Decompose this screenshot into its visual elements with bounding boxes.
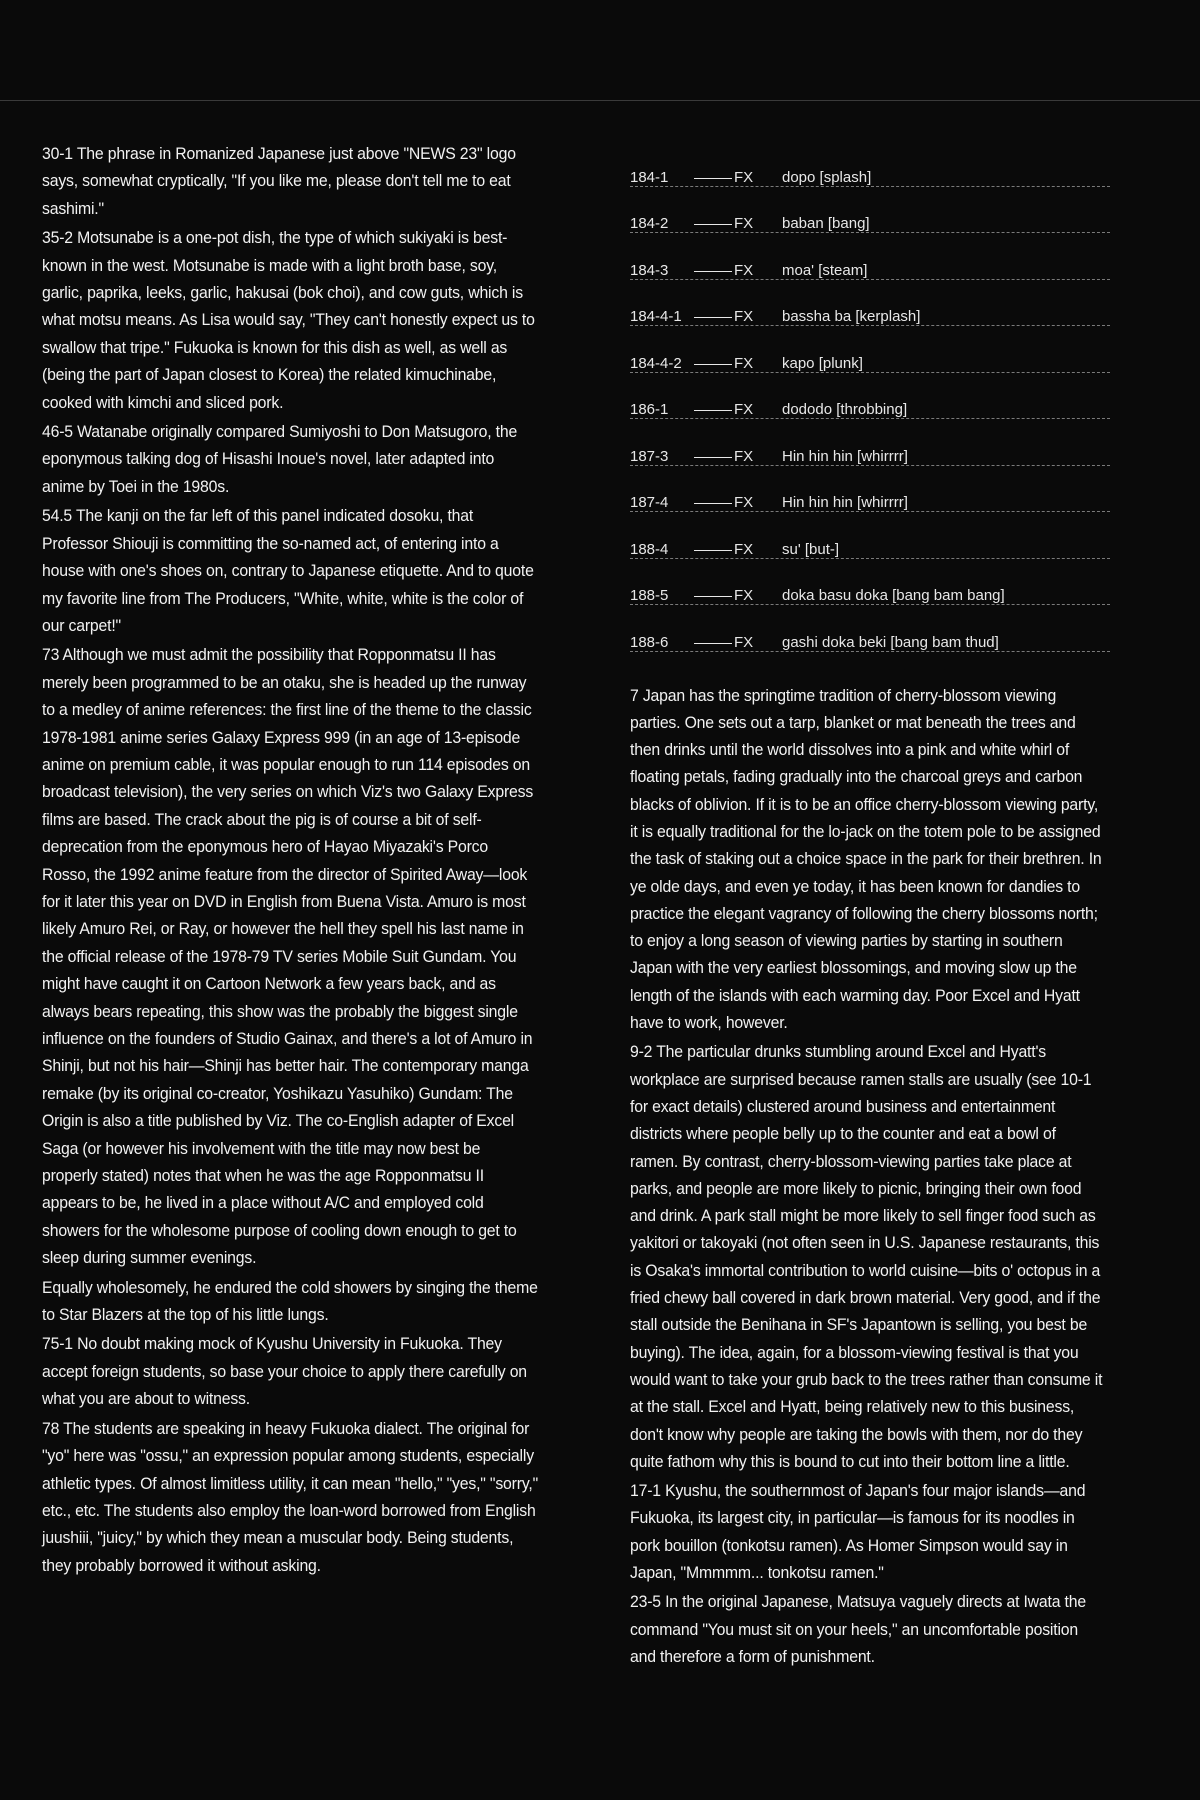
fx-tag: FX — [734, 494, 754, 511]
fx-dash-separator — [694, 457, 732, 458]
note-23-5: 23-5 In the original Japanese, Matsuya vaguely directs at Iwata the command "You must sit on your heels," an uncomfortable position and therefore a form of punishment. — [630, 1592, 1086, 1666]
fx-row — [630, 187, 1110, 234]
note-17-1: 17-1 Kyushu, the southernmost of Japan's four major islands—and Fukuoka, its largest city, in particular—is famous for its noodles in pork bouillon (tonkotsu ramen). As Homer Simpson would say in Japan, "Mmmmm... tonkotsu ramen." — [630, 1481, 1086, 1582]
fx-page-ref: 184-4-1 — [630, 308, 682, 325]
fx-page-ref: 188-5 — [630, 587, 669, 604]
fx-dash-separator — [694, 317, 732, 318]
fx-dash-separator — [694, 410, 732, 411]
fx-page-ref: 187-4 — [630, 494, 669, 511]
fx-sound-effect: dopo [splash] — [782, 168, 872, 186]
fx-page-ref: 188-4 — [630, 540, 669, 558]
fx-tag: FX — [734, 215, 754, 232]
fx-sound-effect: dododo [throbbing] — [782, 401, 908, 418]
fx-sound-effect: su' [but-] — [782, 540, 840, 558]
note-73-continued: Equally wholesomely, he endured the cold showers by singing the theme to Star Blazers at the top of his little lungs. — [42, 1277, 538, 1325]
note-73: 73 Although we must admit the possibility that Ropponmatsu II has merely been programmed to be an otaku, she is headed up the runway to a medley of anime references: the first line of the theme to the classic 1978-1981 anime series Galaxy Express 999 (in an age of 13-episode anime on premium cable, it was popular enough to run 114 episodes on broadcast television), the very series on which Viz's two Galaxy Express films are based. The crack about the pig is of course a bit of self-deprecation from the eponymous hero of Hayao Miyazaki's Porco Rosso, the 1992 anime feature from the director of Spirited Away—look for it later this year on DVD in English from Buena Vista. Amuro is most likely Amuro Rei, or Ray, or however the hell they spell his last name in the official release of the 1978-79 TV series Mobile Suit Gundam. You might have caught it on Cartoon Network a few years back, and as always bears repeating, this show was the probably the biggest single influence on the founders of Studio Gainax, and there's a lot of Amuro in Shinji, but not his hair—Shinji has better hair. The contemporary manga remake (by its original co-creator, Yoshikazu Yasuhiko) Gundam: The Origin is also a title published by Viz. The co-English adapter of Excel Saga (or however his involvement with the title may now best be properly stated) notes that when he was the age Ropponmatsu II appears to be, he lived in a place without A/C and employed cold showers for the wholesome purpose of cooling down enough to get to sleep during summer evenings. — [42, 645, 534, 1268]
sound-effects-table — [630, 140, 1110, 652]
fx-dash-separator — [694, 503, 732, 504]
fx-dash-separator — [694, 224, 732, 225]
fx-row — [630, 326, 1110, 373]
fx-tag: FX — [734, 354, 754, 372]
fx-page-ref: 184-4-2 — [630, 354, 682, 372]
fx-tag: FX — [734, 587, 754, 604]
fx-sound-effect: Hin hin hin [whirrrr] — [782, 494, 908, 511]
fx-page-ref: 188-6 — [630, 633, 669, 651]
fx-sound-effect: Hin hin hin [whirrrr] — [782, 447, 908, 465]
fx-sound-effect: gashi doka beki [bang bam thud] — [782, 633, 999, 651]
note-75-1: 75-1 No doubt making mock of Kyushu University in Fukuoka. They accept foreign students, so base your choice to apply there carefully on what you are about to witness. — [42, 1334, 527, 1409]
fx-sound-effect: doka basu doka [bang bam bang] — [782, 587, 1005, 604]
fx-page-ref: 184-1 — [630, 168, 669, 186]
fx-row — [630, 140, 1110, 187]
fx-row — [630, 512, 1110, 559]
fx-dash-separator — [694, 178, 732, 179]
fx-tag: FX — [734, 261, 754, 279]
left-column — [42, 140, 542, 1581]
fx-row — [630, 373, 1110, 420]
note-54-5: 54.5 The kanji on the far left of this panel indicated dosoku, that Professor Shiouji is committing the so-named act, of entering into a house with one's shoes on, contrary to Japanese etiquette. And to quote my favorite line from The Producers, "White, white, white is the color of our carpet!" — [42, 506, 534, 635]
note-46-5: 46-5 Watanabe originally compared Sumiyoshi to Don Matsugoro, the eponymous talking dog of Hisashi Inoue's novel, later adapted into anime by Toei in the 1980s. — [42, 422, 518, 496]
right-column — [630, 140, 1110, 1672]
fx-tag: FX — [734, 540, 754, 558]
fx-page-ref: 184-3 — [630, 261, 669, 279]
fx-row — [630, 466, 1110, 513]
fx-sound-effect: moa' [steam] — [782, 261, 868, 279]
fx-row — [630, 280, 1110, 327]
fx-row — [630, 559, 1110, 606]
fx-tag: FX — [734, 168, 754, 186]
top-divider — [0, 100, 1200, 101]
note-9-2: 9-2 The particular drunks stumbling around Excel and Hyatt's workplace are surprised because ramen stalls are usually (see 10-1 for exact details) clustered around business and entertainment districts where people belly up to the counter and eat a bowl of ramen. By contrast, cherry-blossom-viewing parties take place at parks, and people are more likely to picnic, bringing their own food and drink. A park stall might be more likely to sell finger food such as yakitori or takoyaki (not often seen in U.S. Japanese restaurants, this is Osaka's immortal contribution to world cuisine—bits o' octopus in a fried chewy ball covered in dark brown material. Very good, and if the stall outside the Benihana in SF's Japantown is selling, you best be buying). The idea, again, for a blossom-viewing festival is that you would want to take your grub back to the trees rather than consume it at the stall. Excel and Hyatt, being relatively new to this business, don't know why people are taking the bowls with them, nor do they quite fathom why this is bound to cut into their bottom line a little. — [630, 1042, 1103, 1471]
fx-page-ref: 186-1 — [630, 401, 669, 418]
fx-row — [630, 233, 1110, 280]
fx-dash-separator — [694, 643, 732, 644]
fx-tag: FX — [734, 633, 754, 651]
fx-page-ref: 184-2 — [630, 215, 669, 232]
fx-dash-separator — [694, 364, 732, 365]
fx-dash-separator — [694, 550, 732, 551]
right-notes — [630, 682, 1110, 1671]
fx-sound-effect: kapo [plunk] — [782, 354, 863, 372]
note-7: 7 Japan has the springtime tradition of cherry-blossom viewing parties. One sets out a tarp, blanket or mat beneath the trees and then drinks until the world dissolves into a pink and white whirl of floating petals, fading gradually into the charcoal greys and carbon blacks of oblivion. If it is to be an office cherry-blossom viewing party, it is equally traditional for the lo-jack on the totem pole to be assigned the task of staking out a choice space in the park for their brethren. In ye olde days, and even ye today, it has been known for dandies to practice the elegant vagrancy of following the cherry blossoms north; to enjoy a long season of viewing parties by starting in southern Japan with the very earliest blossomings, and moving slow up the length of the islands with each warming day. Poor Excel and Hyatt have to work, however. — [630, 685, 1102, 1033]
fx-sound-effect: baban [bang] — [782, 215, 870, 232]
fx-dash-separator — [694, 596, 732, 597]
fx-tag: FX — [734, 308, 754, 325]
note-35-2: 35-2 Motsunabe is a one-pot dish, the type of which sukiyaki is best-known in the west. Motsunabe is made with a light broth base, soy, garlic, paprika, leeks, garlic, hakusai (bok choi), and cow guts, which is what motsu means. As Lisa would say, "They can't honestly expect us to swallow that tripe." Fukuoka is known for this dish as well, as well as (being the part of Japan closest to Korea) the related kimuchinabe, cooked with kimchi and sliced pork. — [42, 228, 535, 412]
fx-dash-separator — [694, 271, 732, 272]
left-notes — [42, 140, 542, 1579]
fx-row — [630, 419, 1110, 466]
fx-page-ref: 187-3 — [630, 447, 669, 465]
fx-tag: FX — [734, 447, 754, 465]
fx-sound-effect: bassha ba [kerplash] — [782, 308, 921, 325]
fx-tag: FX — [734, 401, 754, 418]
note-78: 78 The students are speaking in heavy Fukuoka dialect. The original for "yo" here was "ossu," an expression popular among students, especially athletic types. Of almost limitless utility, it can mean "hello," "yes," "sorry," etc., etc. The students also employ the loan-word borrowed from English juushiii, "juicy," by which they mean a muscular body. Being students, they probably borrowed it without asking. — [42, 1418, 539, 1575]
note-30-1: 30-1 The phrase in Romanized Japanese just above "NEWS 23" logo says, somewhat cryptically, "If you like me, please don't tell me to eat sashimi." — [42, 144, 516, 218]
fx-row — [630, 605, 1110, 652]
